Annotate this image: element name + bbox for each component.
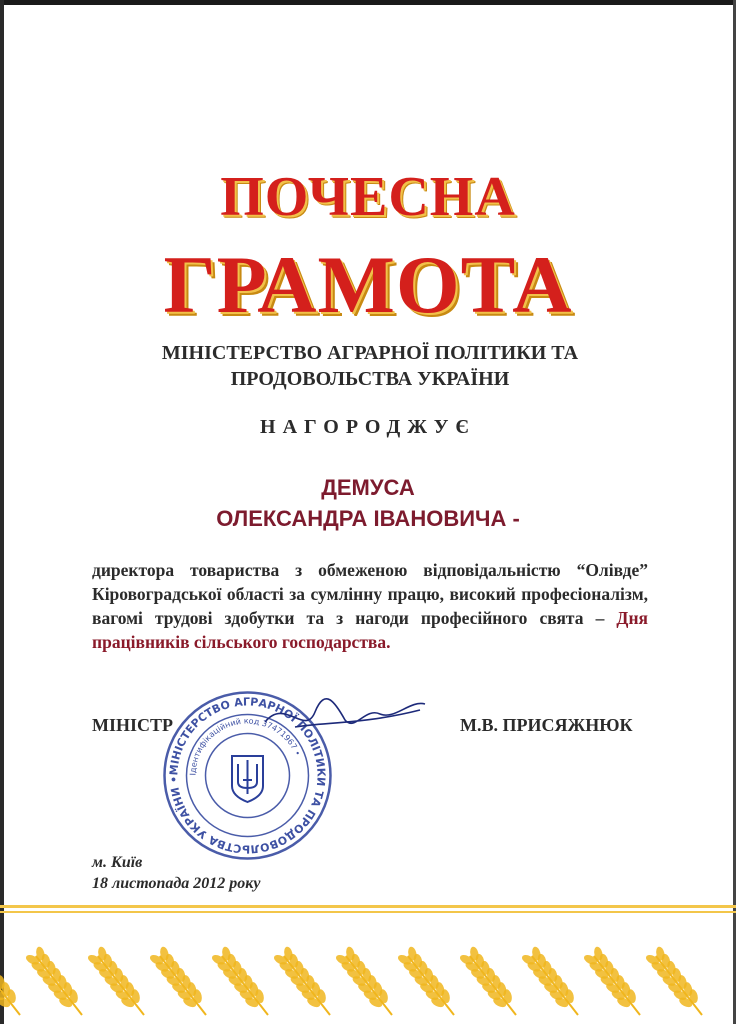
wheat-ear — [22, 943, 91, 1022]
wheat-ornament-border — [0, 905, 736, 1024]
svg-text:МІНІСТЕРСТВО АГРАРНОЇ ПОЛІТИКИ: МІНІСТЕРСТВО АГРАРНОЇ ПОЛІТИКИ ТА ПРОДОВОЛЬСТВА УКРАЇНИ • — [167, 695, 328, 856]
place: м. Київ — [92, 854, 143, 871]
signatory-name: М.В. ПРИСЯЖНЮК — [460, 715, 633, 735]
date: 18 листопада 2012 року — [92, 875, 261, 892]
wheat-ear — [208, 943, 277, 1022]
wheat-ear — [456, 943, 525, 1022]
citation-text — [92, 558, 648, 654]
signatory-title: МІНІСТР — [92, 715, 173, 735]
ministry-heading — [120, 340, 620, 392]
recipient-surname: ДЕМУСА — [321, 475, 415, 500]
wheat-ear — [84, 943, 153, 1022]
wheat-ear — [0, 943, 29, 1022]
signature-scribble — [255, 692, 430, 742]
citation-body: директора товариства з обмеженою відповідальністю “Олівде” Кіровоградської області за сумлінну працю, високий професіоналізм, вагомі трудові здобутки та з нагоди професійного свята – — [92, 560, 648, 628]
wheat-ear — [332, 943, 401, 1022]
award-verb: НАГОРОДЖУЄ — [260, 416, 476, 438]
scan-edge-top — [0, 0, 736, 5]
title-pochesna: ПОЧЕСНА — [220, 166, 516, 228]
wheat-ear — [580, 943, 649, 1022]
wheat-ear — [270, 943, 339, 1022]
svg-text:Ідентифікаційний код 37471967: Ідентифікаційний код 37471967 • — [188, 716, 303, 776]
wheat-ear — [146, 943, 215, 1022]
wheat-ear — [642, 943, 711, 1022]
title-hramota: ГРАМОТА — [163, 239, 573, 330]
trident-emblem — [232, 756, 263, 802]
recipient-given-names: ОЛЕКСАНДРА ІВАНОВИЧА - — [216, 506, 520, 531]
citation-holiday: Дня працівників сільського господарства. — [92, 608, 648, 652]
place-and-date — [92, 852, 261, 894]
ministry-line-1: МІНІСТЕРСТВО АГРАРНОЇ ПОЛІТИКИ ТА — [161, 342, 579, 364]
ministry-line-2: ПРОДОВОЛЬСТВА УКРАЇНИ — [230, 368, 510, 390]
wheat-ear — [394, 943, 463, 1022]
wheat-ear — [518, 943, 587, 1022]
